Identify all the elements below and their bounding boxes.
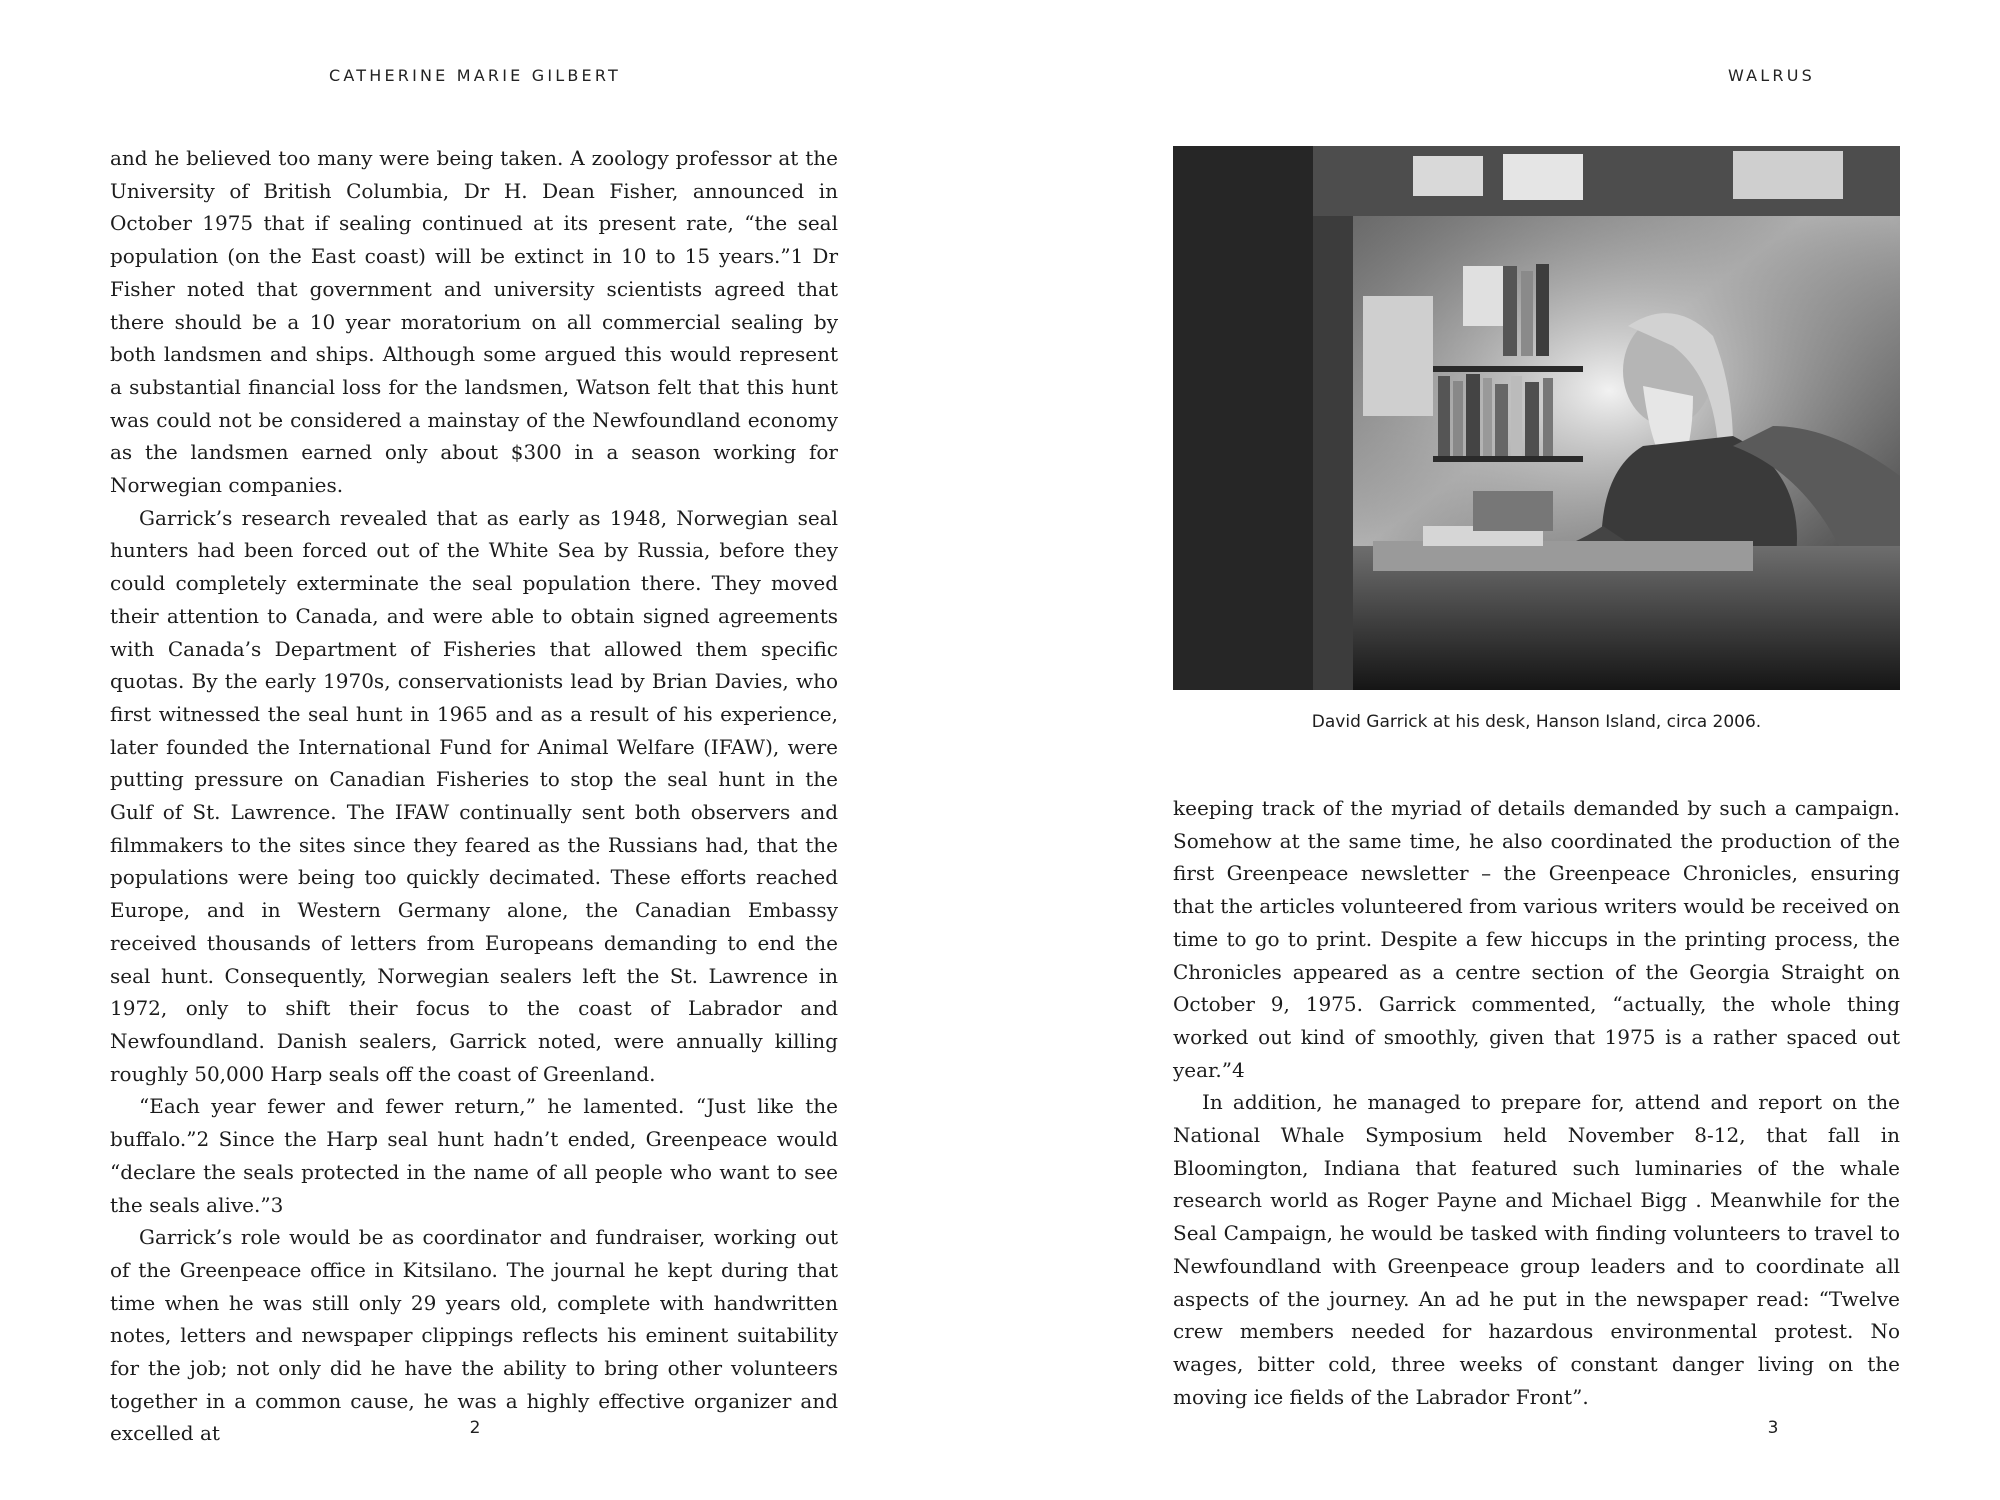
paragraph: “Each year fewer and fewer return,” he lamented. “Just like the buffalo.”2 Since the Harp seal hunt hadn’t ended, Greenpeace would “declare the seals protected in the name of all people who want to see the seals alive.”3 [110, 1094, 838, 1217]
running-head-author: CATHERINE MARIE GILBERT [328, 66, 621, 85]
paragraph: Garrick’s role would be as coordinator and fundraiser, working out of the Greenpeace office in Kitsilano. The journal he kept during that time when he was still only 29 years old, complete with handwritten notes, letters and newspaper clippings reflects his eminent suitability for the job; not only did he have the ability to bring other volunteers together in a common cause, he was a highly effective organizer and excelled at [110, 1225, 838, 1446]
photo-illustration [1173, 146, 1900, 690]
paragraph: keeping track of the myriad of details demanded by such a campaign. Somehow at the same time, he also coordinated the production of the first Greenpeace newsletter – the Greenpeace Chronicles, ensuring that the articles volunteered from various writers would be received on time to go to print. Despite a few hiccups in the printing process, the Chronicles appeared as a centre section of the Georgia Straight on October 9, 1975. Garrick commented, “actually, the whole thing worked out kind of smoothly, given that 1975 is a rather spaced out year.”4 [1173, 796, 1900, 1082]
paragraph: and he believed too many were being taken. A zoology professor at the University of British Columbia, Dr H. Dean Fisher, announced in October 1975 that if sealing continued at its present rate, “the seal population (on the East coast) will be extinct in 10 to 15 years.”1 Dr Fisher noted that government and university scientists agreed that there should be a 10 year moratorium on all commercial sealing by both landsmen and ships. Although some argued this would represent a substantial financial loss for the landsmen, Watson felt that this hunt was could not be considered a mainstay of the Newfoundland economy as the landsmen earned only about $300 in a season working for Norwegian companies. [110, 146, 838, 498]
right-page [1000, 0, 2000, 1500]
page-number: 3 [1767, 1418, 1779, 1438]
left-body-text [110, 142, 838, 1450]
paragraph: In addition, he managed to prepare for, attend and report on the National Whale Symposium held November 8-12, that fall in Bloomington, Indiana that featured such luminaries of the whale research world as Roger Payne and Michael Bigg . Meanwhile for the Seal Campaign, he would be tasked with finding volunteers to travel to Newfoundland with Greenpeace group leaders and to coordinate all aspects of the journey. An ad he put in the newspaper read: “Twelve crew members needed for hazardous environmental protest. No wages, bitter cold, three weeks of constant danger living on the moving ice fields of the Labrador Front”. [1173, 1090, 1900, 1409]
paragraph: Garrick’s research revealed that as early as 1948, Norwegian seal hunters had been forced out of the White Sea by Russia, before they could completely exterminate the seal population there. They moved their attention to Canada, and were able to obtain signed agreements with Canada’s Department of Fisheries that allowed them specific quotas. By the early 1970s, conservationists lead by Brian Davies, who first witnessed the seal hunt in 1965 and as a result of his experience, later founded the International Fund for Animal Welfare (IFAW), were putting pressure on Canadian Fisheries to stop the seal hunt in the Gulf of St. Lawrence. The IFAW continually sent both observers and filmmakers to the sites since they feared as the Russians had, that the populations were being too quickly decimated. These efforts reached Europe, and in Western Germany alone, the Canadian Embassy received thousands of letters from Europeans demanding to end the seal hunt. Consequently, Norwegian sealers left the St. Lawrence in 1972, only to shift their focus to the coast of Labrador and Newfoundland. Danish sealers, Garrick noted, were annually killing roughly 50,000 Harp seals off the coast of Greenland. [110, 505, 838, 1086]
page-number: 2 [469, 1418, 481, 1438]
photo-man-at-desk [1173, 146, 1900, 690]
running-head-title: WALRUS [1728, 66, 1815, 85]
photo-caption: David Garrick at his desk, Hanson Island, circa 2006. [1311, 712, 1762, 732]
right-body-text [1173, 792, 1900, 1413]
